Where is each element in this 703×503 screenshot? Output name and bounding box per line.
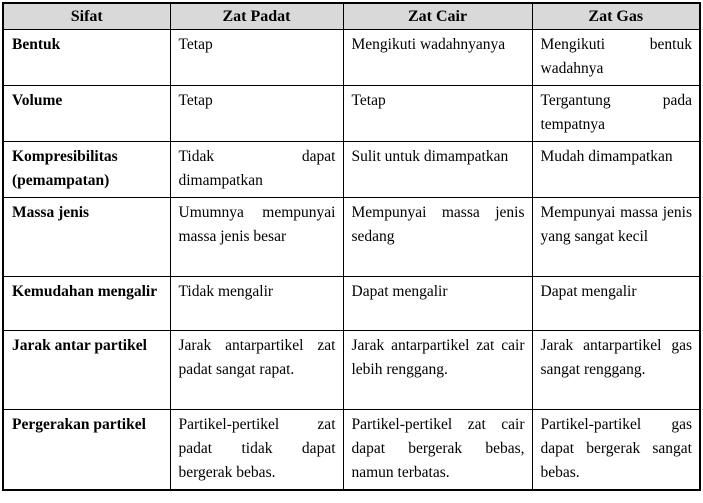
cell-cair: Sulit untuk dimampatkan bbox=[343, 142, 532, 198]
table-header-row bbox=[3, 3, 700, 30]
cell-cair: Mempunyai massa jenis sedang bbox=[343, 198, 532, 277]
header-zat-gas: Zat Gas bbox=[532, 3, 700, 30]
cell-cair: Tetap bbox=[343, 86, 532, 142]
cell-padat: Tetap bbox=[170, 30, 343, 86]
cell-cair: Mengikuti wadahnyanya bbox=[343, 30, 532, 86]
cell-cair: Dapat mengalir bbox=[343, 277, 532, 331]
row-label: Kemudahan mengalir bbox=[3, 277, 170, 331]
cell-padat: Partikel-pertikel zat padat tidak dapat bergerak bebas. bbox=[170, 410, 343, 491]
cell-gas: Mempunyai massa jenis yang sangat kecil bbox=[532, 198, 700, 277]
header-zat-cair: Zat Cair bbox=[343, 3, 532, 30]
cell-gas: Mengikuti bentuk wadahnya bbox=[532, 30, 700, 86]
cell-gas: Mudah dimampatkan bbox=[532, 142, 700, 198]
comparison-table-container bbox=[2, 2, 701, 491]
table-row bbox=[3, 198, 700, 277]
cell-gas: Tergantung pada tempatnya bbox=[532, 86, 700, 142]
table-row bbox=[3, 142, 700, 198]
row-label: Pergerakan partikel bbox=[3, 410, 170, 491]
row-label: Kompresibilitas (pemampatan) bbox=[3, 142, 170, 198]
cell-gas: Jarak antarpartikel gas sangat renggang. bbox=[532, 331, 700, 410]
cell-padat: Tetap bbox=[170, 86, 343, 142]
cell-gas: Dapat mengalir bbox=[532, 277, 700, 331]
header-zat-padat: Zat Padat bbox=[170, 3, 343, 30]
table-row bbox=[3, 86, 700, 142]
cell-cair: Partikel-pertikel zat cair dapat bergerak bebas, namun terbatas. bbox=[343, 410, 532, 491]
cell-padat: Jarak antarpartikel zat padat sangat rapat. bbox=[170, 331, 343, 410]
row-label: Bentuk bbox=[3, 30, 170, 86]
header-sifat: Sifat bbox=[3, 3, 170, 30]
table-row bbox=[3, 277, 700, 331]
row-label: Massa jenis bbox=[3, 198, 170, 277]
table-row bbox=[3, 331, 700, 410]
cell-padat: Umumnya mempunyai massa jenis besar bbox=[170, 198, 343, 277]
cell-padat: Tidak mengalir bbox=[170, 277, 343, 331]
row-label: Jarak antar partikel bbox=[3, 331, 170, 410]
table-row bbox=[3, 30, 700, 86]
cell-gas: Partikel-partikel gas dapat bergerak sangat bebas. bbox=[532, 410, 700, 491]
row-label: Volume bbox=[3, 86, 170, 142]
cell-padat: Tidak dapat dimampatkan bbox=[170, 142, 343, 198]
cell-cair: Jarak antarpartikel zat cair lebih renggang. bbox=[343, 331, 532, 410]
states-of-matter-table bbox=[2, 2, 701, 491]
table-row bbox=[3, 410, 700, 491]
